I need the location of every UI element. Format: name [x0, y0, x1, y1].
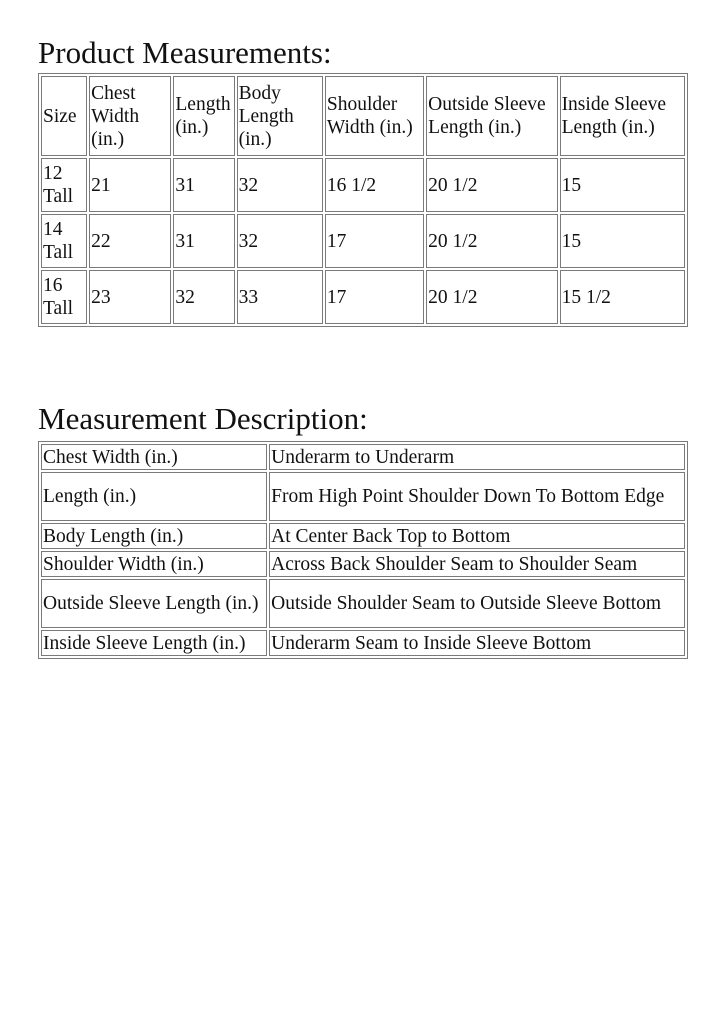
table-cell: 31 [173, 158, 234, 212]
table-cell: 17 [325, 270, 424, 324]
table-cell: 20 1/2 [426, 214, 557, 268]
table-row [41, 158, 685, 212]
product-measurements-title: Product Measurements: [38, 35, 332, 70]
header-inside-sleeve-length: Inside Sleeve Length (in.) [560, 76, 685, 156]
table-cell: 15 1/2 [560, 270, 685, 324]
measurement-name: Chest Width (in.) [41, 444, 267, 470]
table-cell: 16 Tall [41, 270, 87, 324]
measurement-name: Outside Sleeve Length (in.) [41, 579, 267, 628]
measurement-name: Shoulder Width (in.) [41, 551, 267, 577]
table-cell: 33 [237, 270, 323, 324]
measurement-description: Outside Shoulder Seam to Outside Sleeve Bottom [269, 579, 685, 628]
measurement-description: At Center Back Top to Bottom [269, 523, 685, 549]
header-shoulder-width: Shoulder Width (in.) [325, 76, 424, 156]
measurement-description: Across Back Shoulder Seam to Shoulder Seam [269, 551, 685, 577]
table-cell: 32 [173, 270, 234, 324]
header-body-length: Body Length (in.) [237, 76, 323, 156]
header-size: Size [41, 76, 87, 156]
table-cell: 32 [237, 214, 323, 268]
table-cell: 12 Tall [41, 158, 87, 212]
table-cell: 32 [237, 158, 323, 212]
table-cell: 16 1/2 [325, 158, 424, 212]
table-row [41, 472, 685, 521]
table-cell: 14 Tall [41, 214, 87, 268]
description-table [38, 441, 688, 659]
measurement-name: Inside Sleeve Length (in.) [41, 630, 267, 656]
table-cell: 21 [89, 158, 171, 212]
table-row [41, 630, 685, 656]
table-cell: 15 [560, 214, 685, 268]
header-length: Length (in.) [173, 76, 234, 156]
table-row [41, 579, 685, 628]
table-row [41, 214, 685, 268]
table-cell: 22 [89, 214, 171, 268]
header-chest-width: Chest Width (in.) [89, 76, 171, 156]
table-header-row [41, 76, 685, 156]
measurement-description: Underarm Seam to Inside Sleeve Bottom [269, 630, 685, 656]
table-cell: 20 1/2 [426, 158, 557, 212]
measurement-name: Body Length (in.) [41, 523, 267, 549]
measurements-table [38, 73, 688, 327]
table-cell: 23 [89, 270, 171, 324]
header-outside-sleeve-length: Outside Sleeve Length (in.) [426, 76, 557, 156]
table-row [41, 270, 685, 324]
table-row [41, 523, 685, 549]
table-cell: 31 [173, 214, 234, 268]
table-cell: 17 [325, 214, 424, 268]
measurement-description: From High Point Shoulder Down To Bottom Edge [269, 472, 685, 521]
table-cell: 20 1/2 [426, 270, 557, 324]
measurement-name: Length (in.) [41, 472, 267, 521]
table-cell: 15 [560, 158, 685, 212]
table-row [41, 551, 685, 577]
measurement-description: Underarm to Underarm [269, 444, 685, 470]
measurement-description-title: Measurement Description: [38, 401, 368, 436]
table-row [41, 444, 685, 470]
